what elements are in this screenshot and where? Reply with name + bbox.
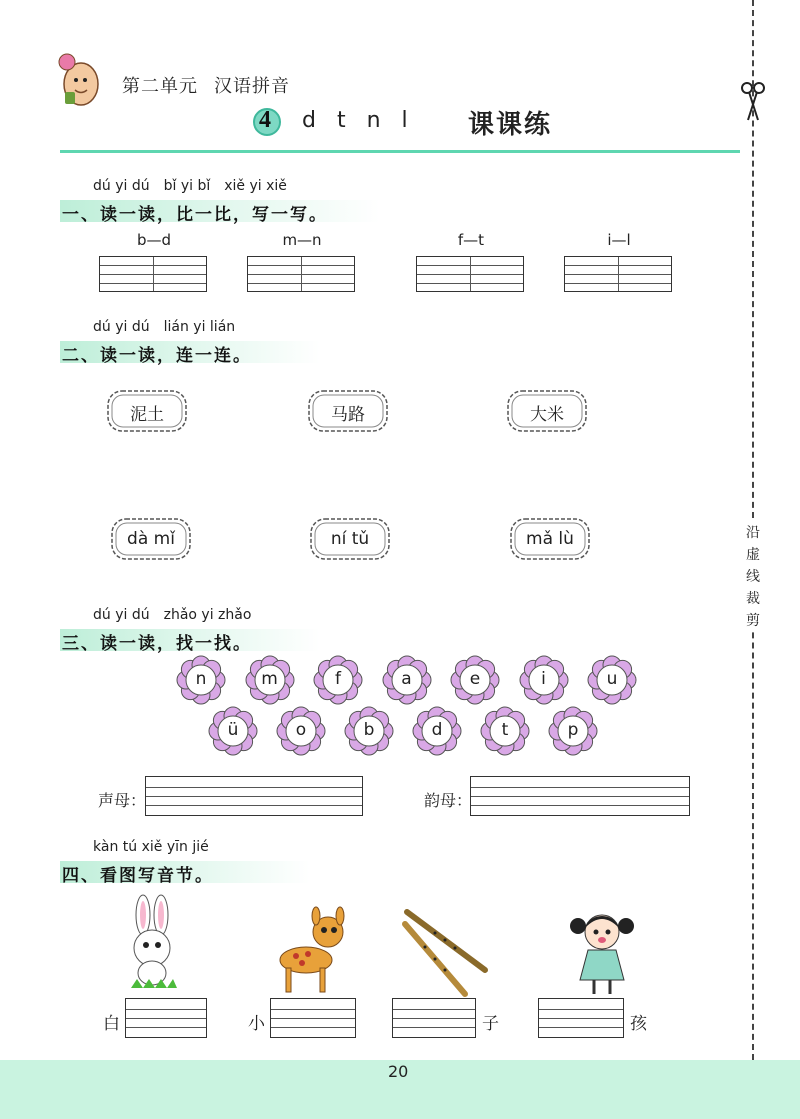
section4-title: 四、看图写音节。 [62,866,214,886]
letter-flower[interactable]: f [335,669,341,689]
word-card[interactable]: 大米 [530,405,564,425]
lesson-number: 4 [259,107,271,133]
section4-pinyin: kàn tú xiě yīn jié [93,839,209,855]
pair-label: f—t [457,231,485,249]
header-divider [60,150,740,153]
cut-instruction: 沿 虚 线 裁 剪 [741,522,765,632]
letter-flower[interactable]: e [469,669,481,689]
initials-answer-field[interactable] [145,776,363,816]
prefix-char: 小 [248,1014,265,1034]
pair-label: m—n [282,231,322,249]
section2-title: 二、读一读，连一连。 [62,346,252,366]
section1-title: 一、读一读，比一比，写一写。 [62,205,328,225]
syllable-answer-field[interactable] [125,998,207,1038]
bamboo-flute-icon [395,902,495,1002]
word-card[interactable]: 马路 [331,405,365,425]
pinyin-card[interactable]: mǎ lù [526,529,574,549]
letter-flower[interactable]: o [295,720,307,740]
unit-title: 第二单元 汉语拼音 [122,76,290,97]
writing-grid[interactable] [247,256,355,292]
letter-flower[interactable]: ü [227,720,239,740]
section1-pinyin: dú yi dú bǐ yi bǐ xiě yi xiě [93,178,287,194]
practice-title: 课课练 [468,110,553,140]
finals-answer-field[interactable] [470,776,690,816]
section3-title: 三、读一读，找一找。 [62,634,252,654]
prefix-char: 白 [103,1014,120,1034]
writing-grid[interactable] [564,256,672,292]
lesson-letters: d t n l [302,108,408,133]
pair-label: b—d [136,231,172,249]
pinyin-card[interactable]: ní tǔ [330,529,370,549]
section2-pinyin: dú yi dú lián yi lián [93,319,236,335]
letter-flower[interactable]: p [567,720,579,740]
egg-mascot-icon [55,48,105,108]
suffix-char: 子 [482,1014,499,1034]
pair-label: i—l [607,231,631,249]
syllable-answer-field[interactable] [270,998,356,1038]
section3-pinyin: dú yi dú zhǎo yi zhǎo [93,607,252,623]
letter-flower[interactable]: d [431,720,443,740]
syllable-answer-field[interactable] [538,998,624,1038]
rabbit-icon [103,893,203,993]
girl-icon [556,902,656,1002]
fawn-icon [258,898,358,998]
letter-flower[interactable]: u [606,669,618,689]
initials-label: 声母： [98,791,147,810]
scissors-icon [740,80,766,122]
letter-flower[interactable]: i [541,669,546,689]
letter-flower[interactable]: n [195,669,207,689]
finals-label: 韵母： [424,791,473,810]
writing-grid[interactable] [416,256,524,292]
suffix-char: 孩 [630,1014,647,1034]
syllable-answer-field[interactable] [392,998,476,1038]
letter-flower[interactable]: m [261,669,278,689]
letter-flower[interactable]: t [501,720,509,740]
pinyin-card[interactable]: dà mǐ [127,529,175,549]
letter-flower[interactable]: b [363,720,375,740]
letter-flower[interactable]: a [401,669,412,689]
page-number: 20 [388,1062,409,1081]
writing-grid[interactable] [99,256,207,292]
word-card[interactable]: 泥土 [130,405,164,425]
